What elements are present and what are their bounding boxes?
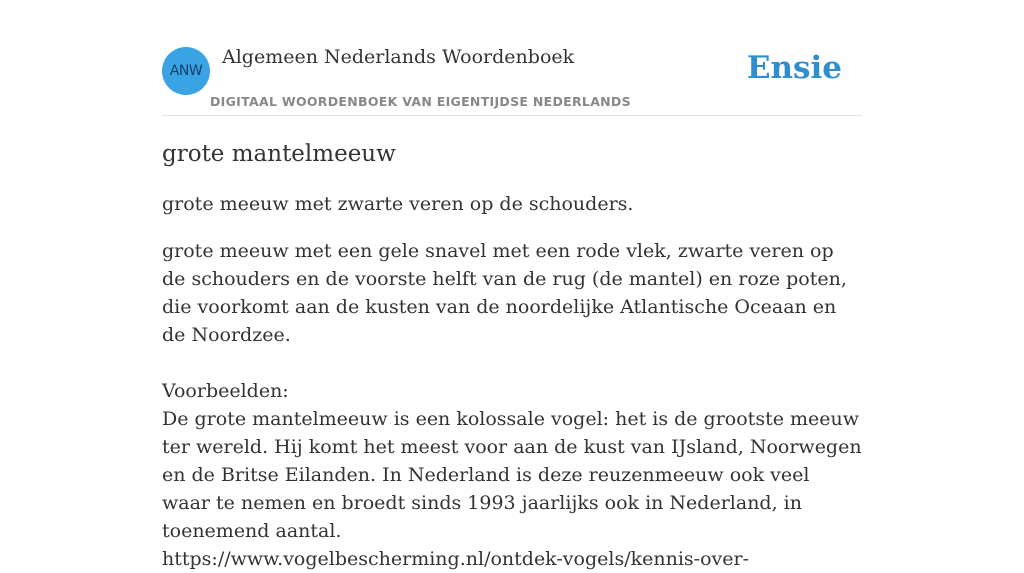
long-definition: grote meeuw met een gele snavel met een rode vlek, zwarte veren op de schouders en de voorste helft van de rug (de mantel) en roze poten, die voorkomt aan de kusten van de noordelijke Atlantische Oceaan en de Noordzee. xyxy=(162,240,847,346)
site-header xyxy=(162,0,862,116)
site-title[interactable]: Algemeen Nederlands Woordenboek xyxy=(222,46,575,68)
anw-logo[interactable]: ANW xyxy=(162,47,210,95)
site-subtitle: DIGITAAL WOORDENBOEK VAN EIGENTIJDSE NEDERLANDS xyxy=(210,94,631,109)
example-source: https://www.vogelbescherming.nl/ontdek-vogels/kennis-over- xyxy=(162,548,749,570)
entry-headword: grote mantelmeeuw xyxy=(162,141,396,167)
example-text: De grote mantelmeeuw is een kolossale vogel: het is de grootste meeuw ter wereld. Hij komt het meest voor aan de kust van IJsland, Noorwegen en de Britse Eilanden. In Nederland is deze reuzenmeeuw ook veel waar te nemen en broedt sinds 1993 jaarlijks ook in Nederland, in toenemend aantal. xyxy=(162,408,862,542)
long-definition-block xyxy=(162,237,862,573)
entry-content xyxy=(162,138,862,573)
ensie-logo-link[interactable]: Ensie xyxy=(746,50,842,86)
short-definition: grote meeuw met zwarte veren op de schouders. xyxy=(162,193,634,215)
examples-label: Voorbeelden: xyxy=(162,380,289,402)
spacer xyxy=(162,349,862,377)
